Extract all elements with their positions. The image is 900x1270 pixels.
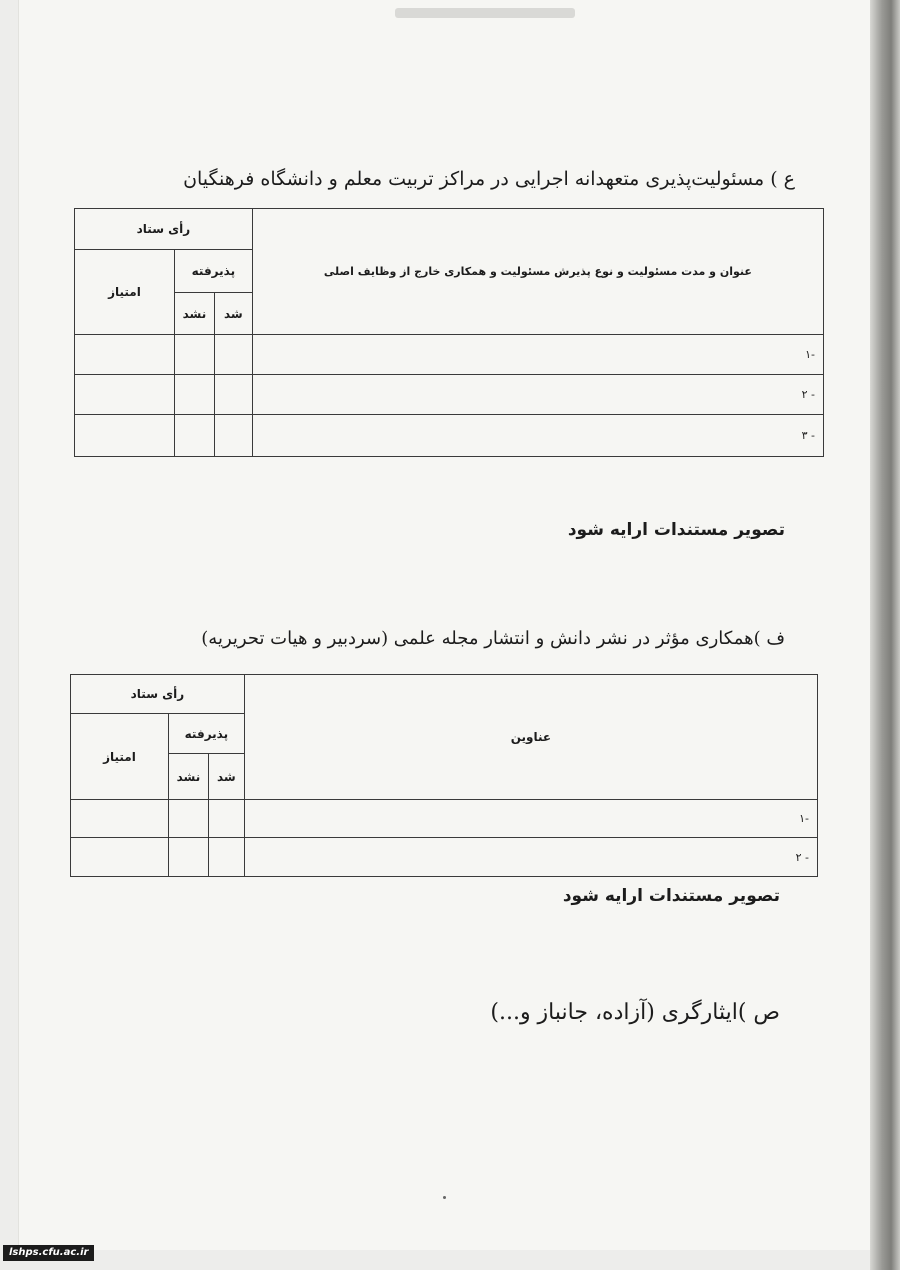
section-a-no: نشد bbox=[174, 293, 214, 335]
yes-cell bbox=[208, 800, 244, 838]
section-b-column-title: عناوین bbox=[244, 675, 817, 800]
section-c-heading: ص )ایثارگری (آزاده، جانباز و...) bbox=[490, 1000, 780, 1025]
section-a-table bbox=[74, 208, 824, 457]
table-row bbox=[75, 375, 824, 415]
documents-note-2: تصویر مستندات ارایه شود bbox=[562, 886, 780, 906]
section-b-score: امتیاز bbox=[71, 714, 169, 800]
score-cell bbox=[71, 800, 169, 838]
table-row bbox=[71, 800, 818, 838]
section-b-table bbox=[70, 674, 818, 877]
section-a-staff-vote: رأی ستاد bbox=[75, 209, 253, 250]
no-cell bbox=[174, 375, 214, 415]
row-number: - ۲ bbox=[244, 838, 817, 877]
documents-note-1: تصویر مستندات ارایه شود bbox=[567, 520, 785, 540]
table-row bbox=[75, 415, 824, 457]
yes-cell bbox=[208, 838, 244, 877]
section-b-yes: شد bbox=[208, 754, 244, 800]
section-b-no: نشد bbox=[168, 754, 208, 800]
score-cell bbox=[75, 375, 175, 415]
section-a-heading: ع ) مسئولیت‌پذیری متعهدانه اجرایی در مراکز تربیت معلم و دانشگاه فرهنگیان bbox=[183, 168, 795, 190]
site-watermark: lshps.cfu.ac.ir bbox=[3, 1245, 94, 1261]
score-cell bbox=[75, 415, 175, 457]
section-a-column-title: عنوان و مدت مسئولیت و نوع پذیرش مسئولیت و همکاری خارج از وظایف اصلی bbox=[252, 209, 823, 335]
score-cell bbox=[75, 335, 175, 375]
table-row bbox=[71, 838, 818, 877]
scan-speck bbox=[443, 1196, 446, 1199]
score-cell bbox=[71, 838, 169, 877]
no-cell bbox=[174, 335, 214, 375]
row-number: -۱ bbox=[252, 335, 823, 375]
row-number: - ۲ bbox=[252, 375, 823, 415]
section-a-yes: شد bbox=[214, 293, 252, 335]
scan-top-mark bbox=[395, 8, 575, 18]
section-a-score: امتیاز bbox=[75, 250, 175, 335]
section-b-accepted: پذیرفته bbox=[168, 714, 244, 754]
yes-cell bbox=[214, 375, 252, 415]
scan-edge-shadow bbox=[870, 0, 900, 1270]
row-number: -۱ bbox=[244, 800, 817, 838]
no-cell bbox=[174, 415, 214, 457]
section-b-heading: ف )همکاری مؤثر در نشر دانش و انتشار مجله علمی (سردبیر و هیات تحریریه) bbox=[201, 628, 785, 649]
section-a-accepted: پذیرفته bbox=[174, 250, 252, 293]
yes-cell bbox=[214, 335, 252, 375]
section-b-staff-vote: رأی ستاد bbox=[71, 675, 245, 714]
yes-cell bbox=[214, 415, 252, 457]
no-cell bbox=[168, 800, 208, 838]
row-number: - ۳ bbox=[252, 415, 823, 457]
no-cell bbox=[168, 838, 208, 877]
table-row bbox=[75, 335, 824, 375]
